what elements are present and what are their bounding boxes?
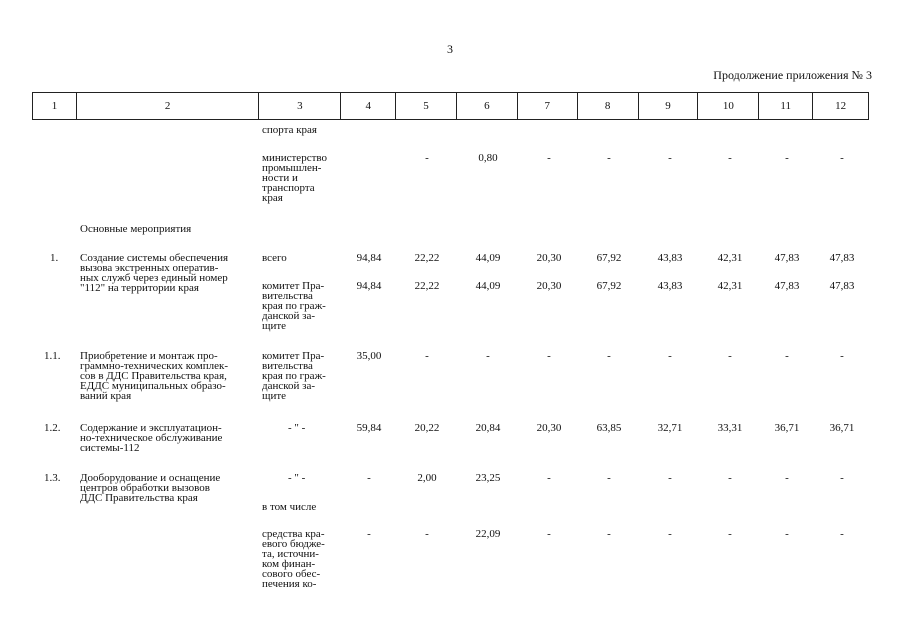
header-col-4: 4 xyxy=(341,93,396,119)
row-org-text: комитет Пра- вительства края по граж- данской за- щите xyxy=(262,350,326,402)
row-org-text: средства кра- евого бюдже- та, источни- ком финан- сового обес- печения ко- xyxy=(262,528,325,590)
value-cell: 43,83 xyxy=(657,252,683,264)
header-col-3: 3 xyxy=(259,93,341,119)
value-cell: 2,00 xyxy=(417,472,437,484)
value-cell: - xyxy=(840,528,844,540)
value-cell: 47,83 xyxy=(829,280,855,292)
value-cell: 67,92 xyxy=(596,280,622,292)
value-cell: 20,30 xyxy=(536,280,562,292)
row-org-text: комитет Пра- вительства края по граж- данской за- щите xyxy=(262,280,326,332)
row-org-text: всего xyxy=(262,252,287,264)
row-number: 1.1. xyxy=(44,350,61,362)
value-cell: 32,71 xyxy=(657,422,683,434)
value-cell: 23,25 xyxy=(475,472,501,484)
value-cell: 42,31 xyxy=(717,252,743,264)
value-cell: 36,71 xyxy=(774,422,800,434)
value-cell: 22,22 xyxy=(414,252,440,264)
value-cell: - xyxy=(785,350,789,362)
value-cell: - xyxy=(547,152,551,164)
value-cell: - xyxy=(785,472,789,484)
row-name-text: Дооборудование и оснащение центров обработки вызовов ДДС Правительства края xyxy=(80,472,221,504)
value-cell: - xyxy=(728,350,732,362)
value-cell: 33,31 xyxy=(717,422,743,434)
value-cell: - xyxy=(668,472,672,484)
header-col-2: 2 xyxy=(77,93,260,119)
value-cell: 63,85 xyxy=(596,422,622,434)
value-cell: - xyxy=(785,152,789,164)
value-cell: 94,84 xyxy=(356,252,382,264)
value-cell: - xyxy=(547,472,551,484)
section-title: Основные мероприятия xyxy=(80,223,192,235)
value-cell: 59,84 xyxy=(356,422,382,434)
value-cell: - xyxy=(668,152,672,164)
header-col-9: 9 xyxy=(639,93,699,119)
value-cell: - xyxy=(840,350,844,362)
header-col-1: 1 xyxy=(33,93,77,119)
value-cell: - xyxy=(840,472,844,484)
value-cell: 44,09 xyxy=(475,252,501,264)
value-cell: - xyxy=(607,472,611,484)
header-col-10: 10 xyxy=(698,93,759,119)
row-name-text: Приобретение и монтаж про- граммно-технических комплек- сов в ДДС Правительства края, ЕДДС муниципальных образо- ваний края xyxy=(80,350,229,402)
value-cell: - xyxy=(486,350,490,362)
value-cell: - xyxy=(728,528,732,540)
value-cell: 20,84 xyxy=(475,422,501,434)
header-col-11: 11 xyxy=(759,93,813,119)
row-org-text: - " - xyxy=(288,472,306,484)
value-cell: - xyxy=(425,350,429,362)
value-cell: - xyxy=(785,528,789,540)
value-cell: - xyxy=(425,152,429,164)
header-col-6: 6 xyxy=(457,93,518,119)
row-number: 1.2. xyxy=(44,422,61,434)
value-cell: - xyxy=(547,350,551,362)
value-cell: 22,09 xyxy=(475,528,501,540)
value-cell: - xyxy=(607,350,611,362)
row-org-text: министерство промышлен- ности и транспорта края xyxy=(262,152,328,204)
value-cell: 43,83 xyxy=(657,280,683,292)
row-name-text: Создание системы обеспечения вызова экстренных оператив- ных служб через единый номер "112" на территории края xyxy=(80,252,229,294)
value-cell: 44,09 xyxy=(475,280,501,292)
page-number: 3 xyxy=(447,42,453,56)
row-org-text: спорта края xyxy=(262,124,317,136)
row-number: 1. xyxy=(50,252,59,264)
header-col-8: 8 xyxy=(578,93,639,119)
value-cell: 47,83 xyxy=(774,252,800,264)
value-cell: - xyxy=(607,152,611,164)
value-cell: - xyxy=(668,350,672,362)
value-cell: - xyxy=(607,528,611,540)
value-cell: - xyxy=(547,528,551,540)
value-cell: - xyxy=(728,472,732,484)
value-cell: 20,22 xyxy=(414,422,440,434)
row-number: 1.3. xyxy=(44,472,61,484)
header-col-12: 12 xyxy=(835,100,847,112)
header-col-7: 7 xyxy=(518,93,578,119)
continuation-label: Продолжение приложения № 3 xyxy=(713,68,872,82)
row-org-text: - " - xyxy=(288,422,306,434)
value-cell: 47,83 xyxy=(829,252,855,264)
value-cell: 94,84 xyxy=(356,280,382,292)
value-cell: 42,31 xyxy=(717,280,743,292)
value-cell: - xyxy=(425,528,429,540)
value-cell: 47,83 xyxy=(774,280,800,292)
value-cell: 36,71 xyxy=(829,422,855,434)
value-cell: 20,30 xyxy=(536,252,562,264)
value-cell: 35,00 xyxy=(356,350,382,362)
value-cell: - xyxy=(367,528,371,540)
value-cell: - xyxy=(367,472,371,484)
table-header-row xyxy=(32,92,869,120)
value-cell: - xyxy=(668,528,672,540)
row-name-text: Содержание и эксплуатацион- но-техническое обслуживание системы-112 xyxy=(80,422,223,454)
header-col-5: 5 xyxy=(396,93,457,119)
value-cell: - xyxy=(728,152,732,164)
value-cell: - xyxy=(840,152,844,164)
value-cell: 20,30 xyxy=(536,422,562,434)
value-cell: 22,22 xyxy=(414,280,440,292)
row-org-text: в том числе xyxy=(262,501,317,513)
value-cell: 67,92 xyxy=(596,252,622,264)
value-cell: 0,80 xyxy=(478,152,498,164)
